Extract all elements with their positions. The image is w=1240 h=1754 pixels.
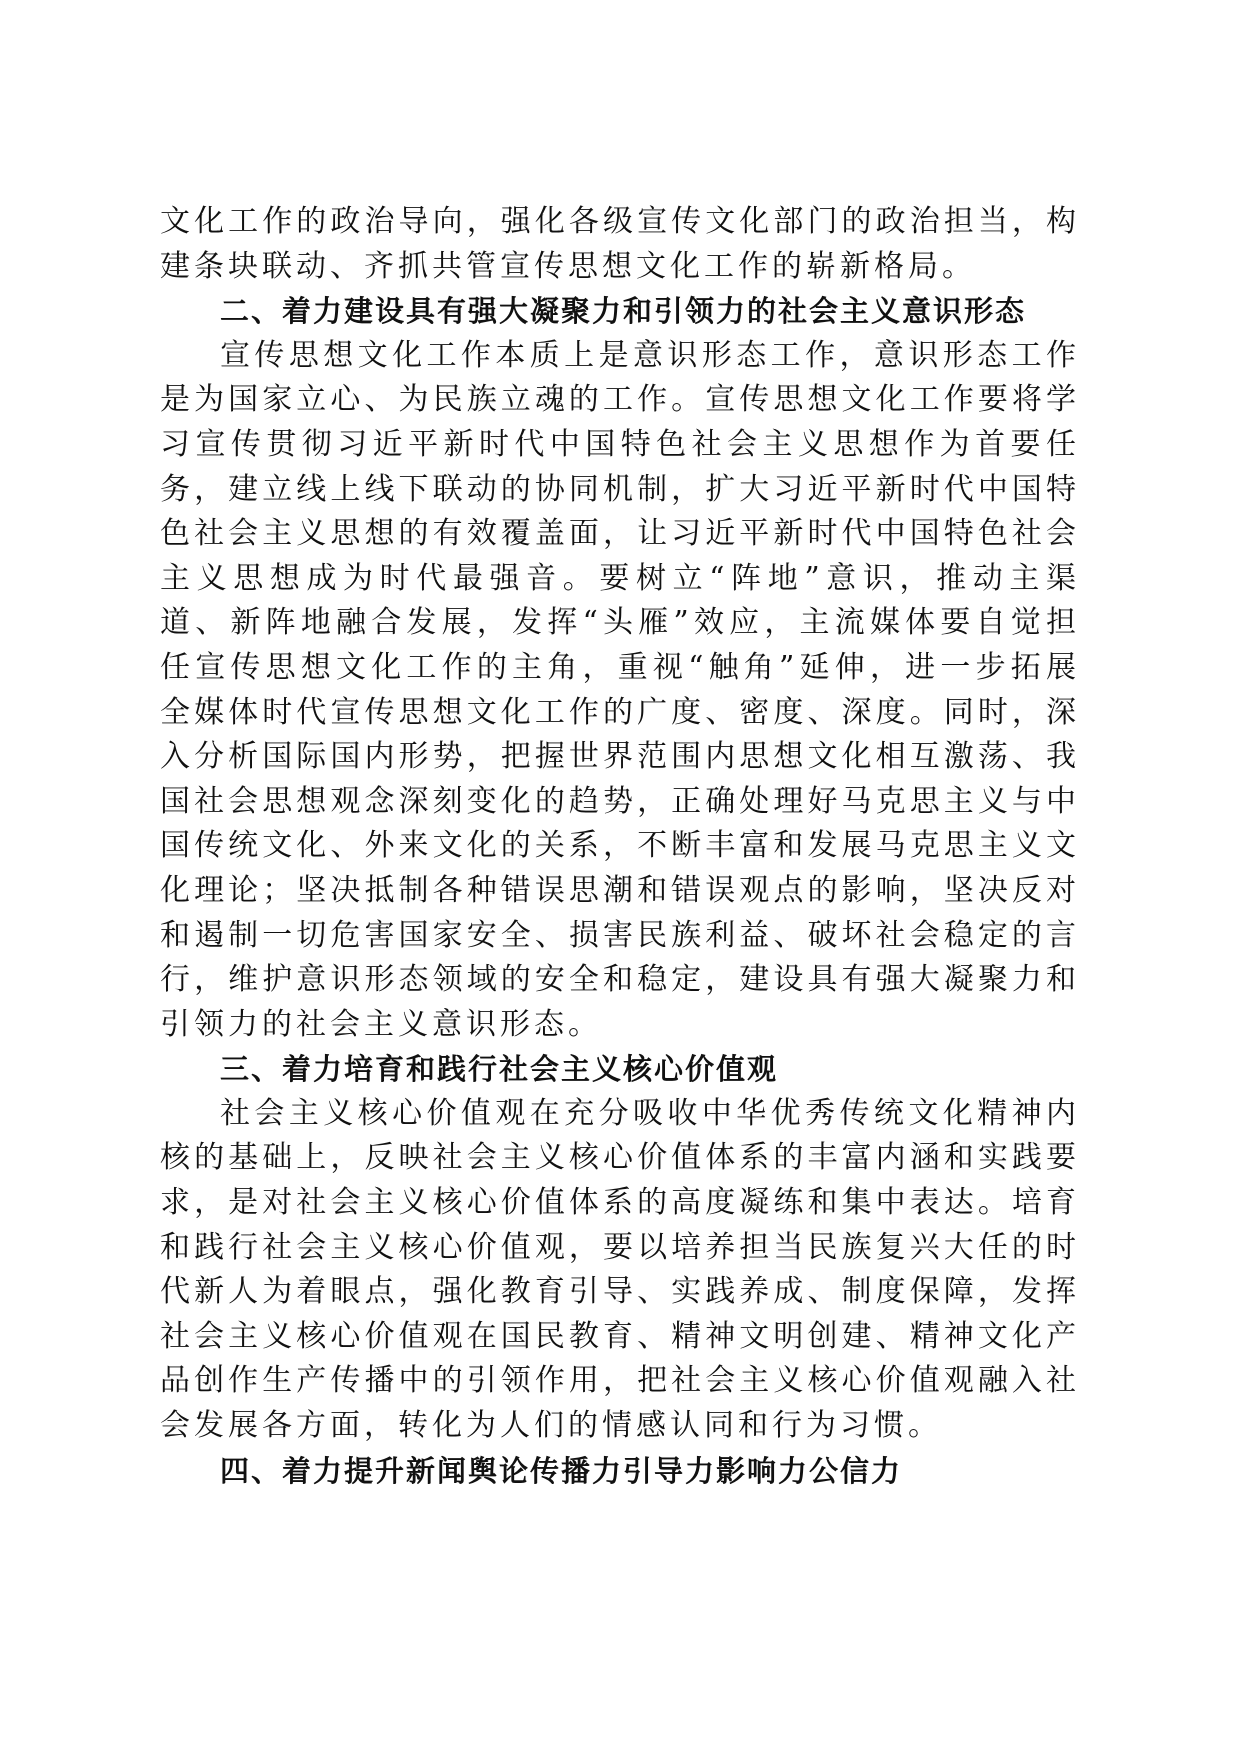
section-body-3: 社会主义核心价值观在充分吸收中华优秀传统文化精神内核的基础上，反映社会主义核心价值体系的丰富内涵和实践要求，是对社会主义核心价值体系的高度凝练和集中表达。培育和践行社会主义核心价值观，要以培养担当民族复兴大任的时代新人为着眼点，强化教育引导、实践养成、制度保障，发挥社会主义核心价值观在国民教育、精神文明创建、精神文化产品创作生产传播中的引领作用，把社会主义核心价值观融入社会发展各方面，转化为人们的情感认同和行为习惯。: [160, 1095, 1080, 1444]
document-page: [160, 200, 1080, 1493]
section-heading-3: 三、着力培育和践行社会主义核心价值观: [220, 1052, 779, 1087]
section-heading-2: 二、着力建设具有强大凝聚力和引领力的社会主义意识形态: [220, 294, 1027, 329]
section-body-2: 宣传思想文化工作本质上是意识形态工作，意识形态工作是为国家立心、为民族立魂的工作。宣传思想文化工作要将学习宣传贯彻习近平新时代中国特色社会主义思想作为首要任务，建立线上线下联动的协同机制，扩大习近平新时代中国特色社会主义思想的有效覆盖面，让习近平新时代中国特色社会主义思想成为时代最强音。要树立“阵地”意识，推动主渠道、新阵地融合发展，发挥“头雁”效应，主流媒体要自觉担任宣传思想文化工作的主角，重视“触角”延伸，进一步拓展全媒体时代宣传思想文化工作的广度、密度、深度。同时，深入分析国际国内形势，把握世界范围内思想文化相互激荡、我国社会思想观念深刻变化的趋势，正确处理好马克思主义与中国传统文化、外来文化的关系，不断丰富和发展马克思主义文化理论；坚决抵制各种错误思潮和错误观点的影响，坚决反对和遏制一切危害国家安全、损害民族利益、破坏社会稳定的言行，维护意识形态领域的安全和稳定，建设具有强大凝聚力和引领力的社会主义意识形态。: [160, 337, 1080, 1042]
section-heading-4: 四、着力提升新闻舆论传播力引导力影响力公信力: [220, 1453, 903, 1488]
intro-paragraph: 文化工作的政治导向，强化各级宣传文化部门的政治担当，构建条块联动、齐抓共管宣传思想文化工作的崭新格局。: [160, 204, 1080, 284]
